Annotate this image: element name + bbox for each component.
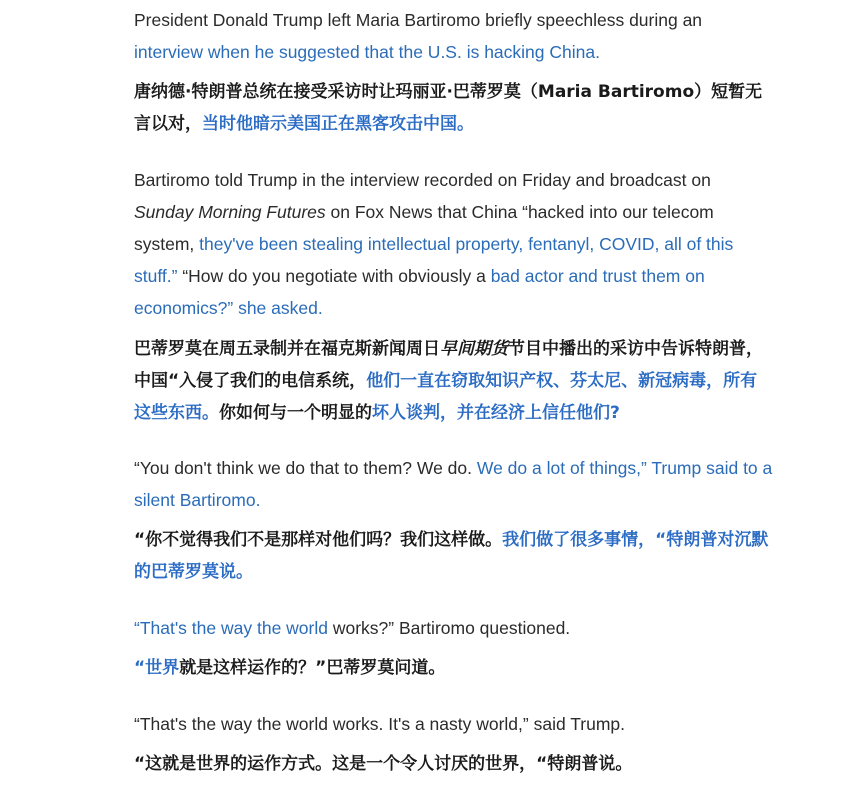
paragraph-2-english-text-2: on Fox News that China “hacked into our telecom system, (134, 202, 714, 254)
paragraph-2-show-title: Sunday Morning Futures (134, 202, 326, 222)
paragraph-2-chinese-link-2[interactable]: 坏人谈判，并在经济上信任他们? (372, 403, 620, 423)
paragraph-1-english-text: President Donald Trump left Maria Bartiromo briefly speechless during an (134, 10, 703, 30)
paragraph-2-chinese-text-3: 你如何与一个明显的 (219, 403, 372, 423)
paragraph-1-english (134, 4, 774, 68)
paragraph-2-english-text-1: Bartiromo told Trump in the interview recorded on Friday and broadcast on (134, 170, 711, 190)
paragraph-4-english (134, 612, 774, 644)
paragraph-4-chinese (134, 652, 774, 684)
paragraph-2-chinese (134, 333, 774, 429)
paragraph-4-chinese-link[interactable]: “世界 (134, 658, 180, 678)
paragraph-4-chinese-text: 就是这样运作的？”巴蒂罗莫问道。 (179, 658, 446, 678)
paragraph-1-chinese (134, 76, 774, 140)
paragraph-3-english-text: “You don't think we do that to them? We do. (134, 458, 477, 478)
paragraph-2-english-text-3: “How do you negotiate with obviously a (177, 266, 491, 286)
paragraph-5-chinese-text: “这就是世界的运作方式。这是一个令人讨厌的世界，“特朗普说。 (134, 754, 633, 774)
paragraph-2-english (134, 164, 774, 324)
paragraph-3-chinese-text: “你不觉得我们不是那样对他们吗？我们这样做。 (134, 530, 503, 550)
paragraph-1-chinese-text: 唐纳德·特朗普总统在接受采访时让玛丽亚·巴蒂罗莫（Maria Bartiromo）短暂无言以对， (134, 82, 763, 134)
paragraph-3-chinese-link[interactable]: 我们做了很多事情，“特朗普对沉默的巴蒂罗莫说。 (134, 530, 769, 582)
paragraph-2-english-link-2[interactable]: bad actor and trust them on economics?” she asked. (134, 266, 705, 318)
paragraph-2-chinese-show-title: 早间期货 (440, 339, 508, 359)
paragraph-5-english (134, 708, 774, 740)
paragraph-2-chinese-text-1: 巴蒂罗莫在周五录制并在福克斯新闻周日 (134, 339, 440, 359)
paragraph-3-chinese (134, 524, 774, 588)
paragraph-2-chinese-link-1[interactable]: 他们一直在窃取知识产权、芬太尼、新冠病毒，所有这些东西。 (134, 371, 758, 423)
paragraph-2-english-link-1[interactable]: they've been stealing intellectual property, fentanyl, COVID, all of this stuff.” (134, 234, 734, 286)
paragraph-1-chinese-link[interactable]: 当时他暗示美国正在黑客攻击中国。 (202, 114, 474, 134)
paragraph-4-english-link[interactable]: “That's the way the world (134, 618, 328, 638)
paragraph-5-chinese (134, 748, 774, 780)
paragraph-3-english-link[interactable]: We do a lot of things,” Trump said to a silent Bartiromo. (134, 458, 773, 510)
paragraph-5-english-text: “That's the way the world works. It's a nasty world,” said Trump. (134, 714, 626, 734)
paragraph-3-english (134, 452, 774, 516)
paragraph-4-english-text: works?” Bartiromo questioned. (327, 618, 571, 638)
paragraph-2-chinese-text-2: 节目中播出的采访中告诉特朗普，中国“入侵了我们的电信系统， (134, 339, 763, 391)
paragraph-1-english-link[interactable]: interview when he suggested that the U.S. is hacking China. (134, 42, 600, 62)
